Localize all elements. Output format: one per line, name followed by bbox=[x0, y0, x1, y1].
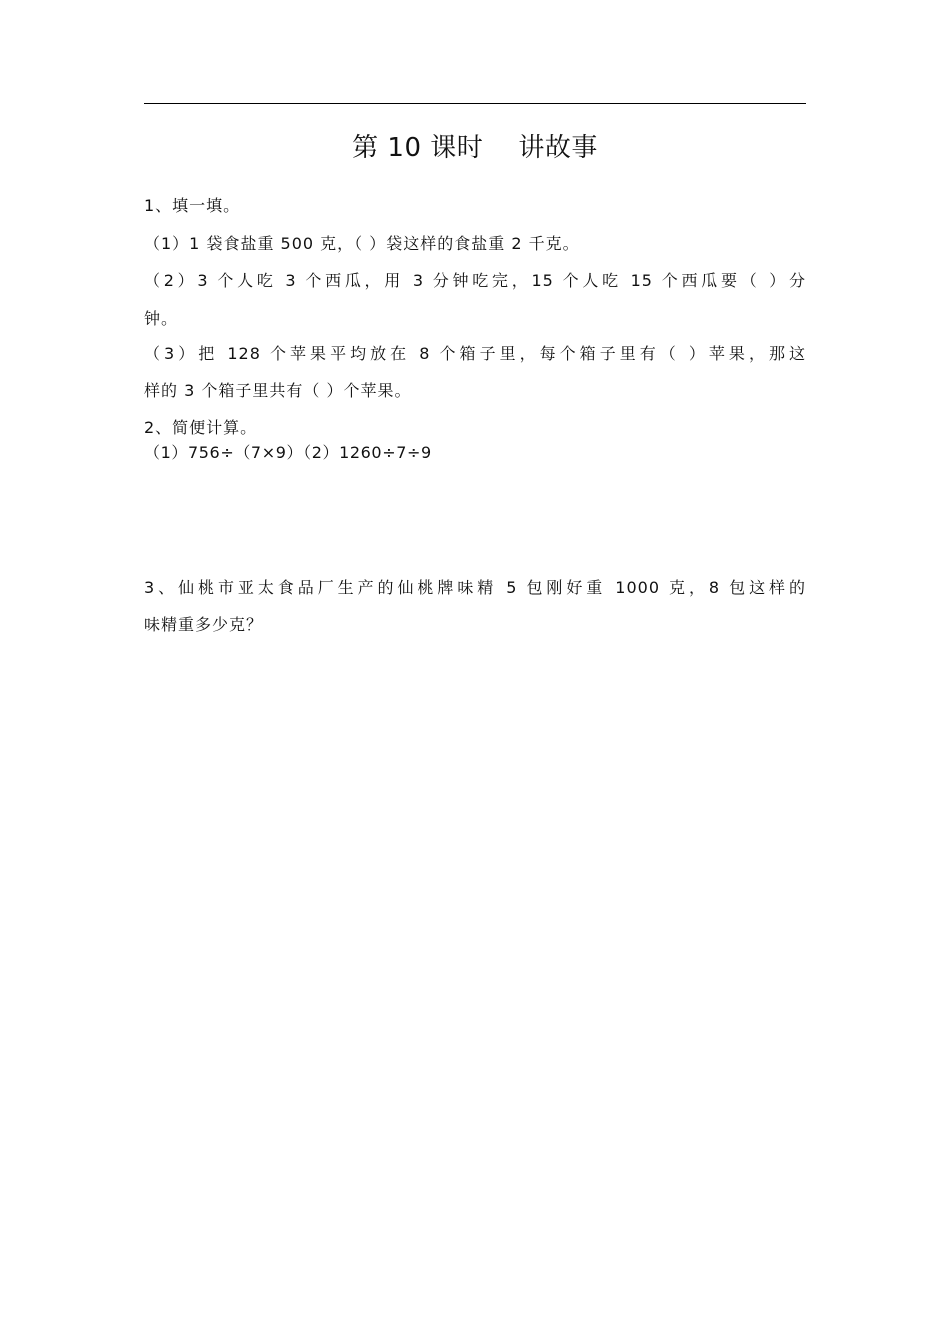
question-1-item-3-line-2: 样的 3 个箱子里共有（ ）个苹果。 bbox=[144, 381, 412, 400]
page-title: 第 10 课时 讲故事 bbox=[352, 133, 598, 163]
question-1-item-1: （1）1 袋食盐重 500 克，（ ）袋这样的食盐重 2 千克。 bbox=[144, 234, 580, 253]
question-1-item-2-line-2: 钟。 bbox=[144, 309, 179, 328]
question-3-line-1: 3、仙桃市亚太食品厂生产的仙桃牌味精 5 包刚好重 1000 克，8 包这样的 bbox=[144, 578, 806, 597]
question-1-item-3-line-1: （3）把 128 个苹果平均放在 8 个箱子里，每个箱子里有（ ）苹果，那这 bbox=[144, 344, 806, 363]
question-1-item-2-line-1: （2）3 个人吃 3 个西瓜，用 3 分钟吃完，15 个人吃 15 个西瓜要（ ）分 bbox=[144, 271, 806, 290]
header-rule bbox=[144, 103, 806, 104]
question-2-items: （1）756÷（7×9）（2）1260÷7÷9 bbox=[144, 443, 432, 462]
question-1-heading: 1、填一填。 bbox=[144, 196, 241, 215]
question-3-line-2: 味精重多少克？ bbox=[144, 615, 264, 634]
question-2-heading: 2、简便计算。 bbox=[144, 418, 258, 437]
